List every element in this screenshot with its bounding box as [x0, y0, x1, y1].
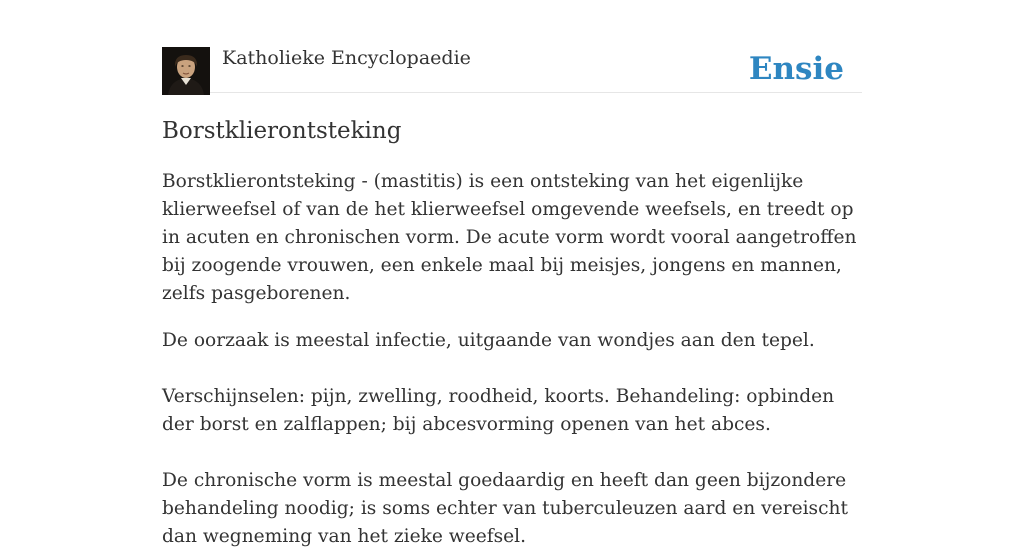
article-title: Borstklierontsteking [162, 118, 402, 144]
article-body [162, 168, 862, 551]
site-name[interactable]: Katholieke Encyclopaedie [222, 47, 471, 69]
portrait-avatar-icon[interactable] [162, 47, 210, 95]
header [162, 40, 862, 93]
paragraph: De oorzaak is meestal infectie, uitgaande van wondjes aan den tepel. [162, 330, 815, 351]
paragraph: De chronische vorm is meestal goedaardig en heeft dan geen bijzondere behandeling noodig; is soms echter van tuberculeuzen aard en vereischt dan wegneming van het zieke weefsel. [162, 470, 848, 547]
paragraph: Verschijnselen: pijn, zwelling, roodheid, koorts. Behandeling: opbinden der borst en zalflappen; bij abcesvorming openen van het abces. [162, 386, 835, 435]
paragraph: Borstklierontsteking - (mastitis) is een ontsteking van het eigenlijke klierweefsel of van de het klierweefsel omgevende weefsels, en treedt op in acuten en chronischen vorm. De acute vorm wordt vooral aangetroffen bij zoogende vrouwen, een enkele maal bij meisjes, jongens en mannen, zelfs pasgeborenen. [162, 171, 857, 304]
brand-logo[interactable]: Ensie [748, 51, 844, 87]
avatar-image [162, 47, 210, 95]
